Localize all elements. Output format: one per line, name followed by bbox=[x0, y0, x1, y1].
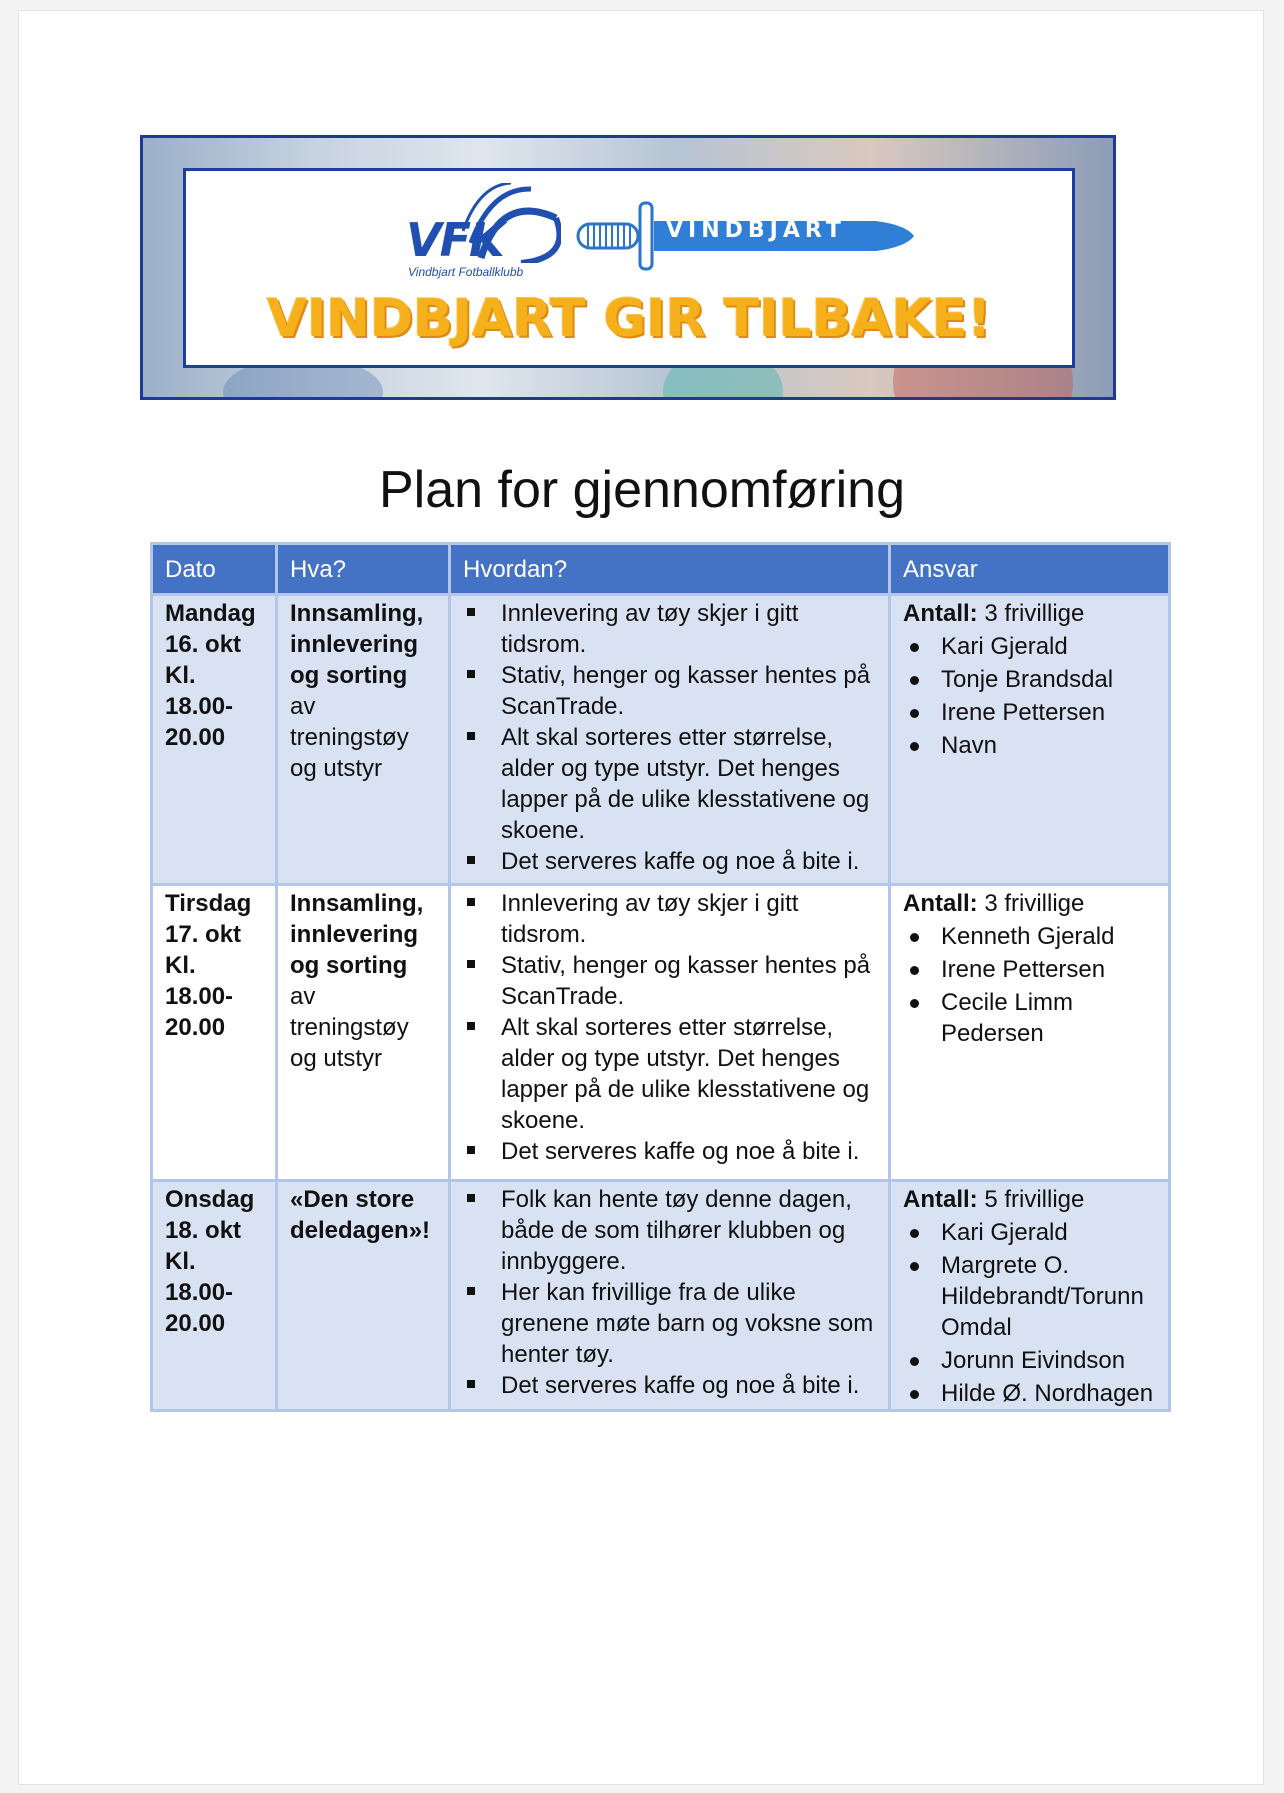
list-item: Folk kan hente tøy denne dagen, både de som tilhører klubben og innbyggere. bbox=[501, 1184, 876, 1277]
column-header-dato: Dato bbox=[152, 544, 277, 595]
cell-hva bbox=[277, 885, 450, 1181]
dato-day: Onsdag bbox=[165, 1186, 255, 1213]
dato-day: Mandag bbox=[165, 600, 256, 627]
hva-rest-text: av treningstøy og utstyr bbox=[290, 983, 409, 1072]
dato-time-end: 20.00 bbox=[165, 724, 226, 751]
vindbjart-sword-logo bbox=[576, 201, 916, 271]
dato-time-start: Kl. 18.00- bbox=[165, 1248, 234, 1306]
list-item: Navn bbox=[941, 730, 1156, 761]
antall-line bbox=[903, 598, 1156, 629]
cell-dato bbox=[152, 885, 277, 1181]
hva-bold-text: Innsamling, innlevering og sorting bbox=[290, 600, 424, 689]
table-header-row bbox=[152, 544, 1170, 595]
list-item: Det serveres kaffe og noe å bite i. bbox=[501, 846, 876, 877]
sword-logo-text: VINDBJART bbox=[666, 218, 846, 243]
page-title: Plan for gjennomføring bbox=[378, 461, 906, 519]
list-item: Irene Pettersen bbox=[941, 954, 1156, 985]
cell-hvordan bbox=[450, 885, 890, 1181]
list-item: Kari Gjerald bbox=[941, 631, 1156, 662]
list-item: Hilde Ø. Nordhagen bbox=[941, 1378, 1156, 1409]
dato-time-end: 20.00 bbox=[165, 1310, 226, 1337]
cell-hvordan bbox=[450, 595, 890, 885]
cell-hva bbox=[277, 595, 450, 885]
list-item: Det serveres kaffe og noe å bite i. bbox=[501, 1136, 876, 1167]
list-item: Innlevering av tøy skjer i gitt tidsrom. bbox=[501, 888, 876, 950]
dato-date: 17. okt bbox=[165, 921, 242, 948]
dato-time-start: Kl. 18.00- bbox=[165, 662, 234, 720]
column-header-hva: Hva? bbox=[277, 544, 450, 595]
list-item: Tonje Brandsdal bbox=[941, 664, 1156, 695]
antall-label: Antall: bbox=[903, 890, 978, 917]
list-item: Stativ, henger og kasser hentes på ScanTrade. bbox=[501, 950, 876, 1012]
column-header-ansvar: Ansvar bbox=[890, 544, 1170, 595]
list-item: Her kan frivillige fra de ulike grenene møte barn og voksne som henter tøy. bbox=[501, 1277, 876, 1370]
dato-date: 18. okt bbox=[165, 1217, 242, 1244]
header-banner bbox=[140, 135, 1116, 400]
list-item: Alt skal sorteres etter størrelse, alder og type utstyr. Det henges lapper på de ulike klesstativene og skoene. bbox=[501, 1012, 876, 1136]
hva-rest-text: av treningstøy og utstyr bbox=[290, 693, 409, 782]
hva-bold-text: «Den store deledagen»! bbox=[290, 1186, 431, 1244]
banner-slogan: VINDBJART GIR TILBAKE! bbox=[266, 289, 992, 349]
column-header-hvordan: Hvordan? bbox=[450, 544, 890, 595]
antall-label: Antall: bbox=[903, 1186, 978, 1213]
cell-ansvar bbox=[890, 595, 1170, 885]
cell-ansvar bbox=[890, 885, 1170, 1181]
table-row bbox=[152, 1181, 1170, 1411]
list-item: Jorunn Eivindson bbox=[941, 1345, 1156, 1376]
vfk-logo bbox=[406, 183, 556, 278]
list-item: Irene Pettersen bbox=[941, 697, 1156, 728]
list-item: Innlevering av tøy skjer i gitt tidsrom. bbox=[501, 598, 876, 660]
vfk-logo-text: VFK bbox=[406, 213, 503, 267]
cell-hvordan bbox=[450, 1181, 890, 1411]
banner-logo-panel bbox=[183, 168, 1075, 368]
list-item: Kenneth Gjerald bbox=[941, 921, 1156, 952]
plan-table bbox=[150, 542, 1171, 1412]
antall-value: 3 frivillige bbox=[977, 890, 1085, 917]
table-row bbox=[152, 885, 1170, 1181]
hva-bold-text: Innsamling, innlevering og sorting bbox=[290, 890, 424, 979]
antall-value: 5 frivillige bbox=[977, 1186, 1085, 1213]
antall-line bbox=[903, 888, 1156, 919]
list-item: Cecile Limm Pedersen bbox=[941, 987, 1156, 1049]
list-item: Kari Gjerald bbox=[941, 1217, 1156, 1248]
cell-hva bbox=[277, 1181, 450, 1411]
list-item: Alt skal sorteres etter størrelse, alder og type utstyr. Det henges lapper på de ulike klesstativene og skoene. bbox=[501, 722, 876, 846]
antall-value: 3 frivillige bbox=[977, 600, 1085, 627]
dato-date: 16. okt bbox=[165, 631, 242, 658]
dato-day: Tirsdag bbox=[165, 890, 252, 917]
cell-dato bbox=[152, 1181, 277, 1411]
list-item: Stativ, henger og kasser hentes på ScanTrade. bbox=[501, 660, 876, 722]
vfk-logo-subtitle: Vindbjart Fotballklubb bbox=[408, 265, 524, 279]
dato-time-end: 20.00 bbox=[165, 1014, 226, 1041]
antall-line bbox=[903, 1184, 1156, 1215]
cell-dato bbox=[152, 595, 277, 885]
table-row bbox=[152, 595, 1170, 885]
cell-ansvar bbox=[890, 1181, 1170, 1411]
list-item: Det serveres kaffe og noe å bite i. bbox=[501, 1370, 876, 1401]
list-item: Margrete O. Hildebrandt/Torunn Omdal bbox=[941, 1250, 1156, 1343]
antall-label: Antall: bbox=[903, 600, 978, 627]
dato-time-start: Kl. 18.00- bbox=[165, 952, 234, 1010]
